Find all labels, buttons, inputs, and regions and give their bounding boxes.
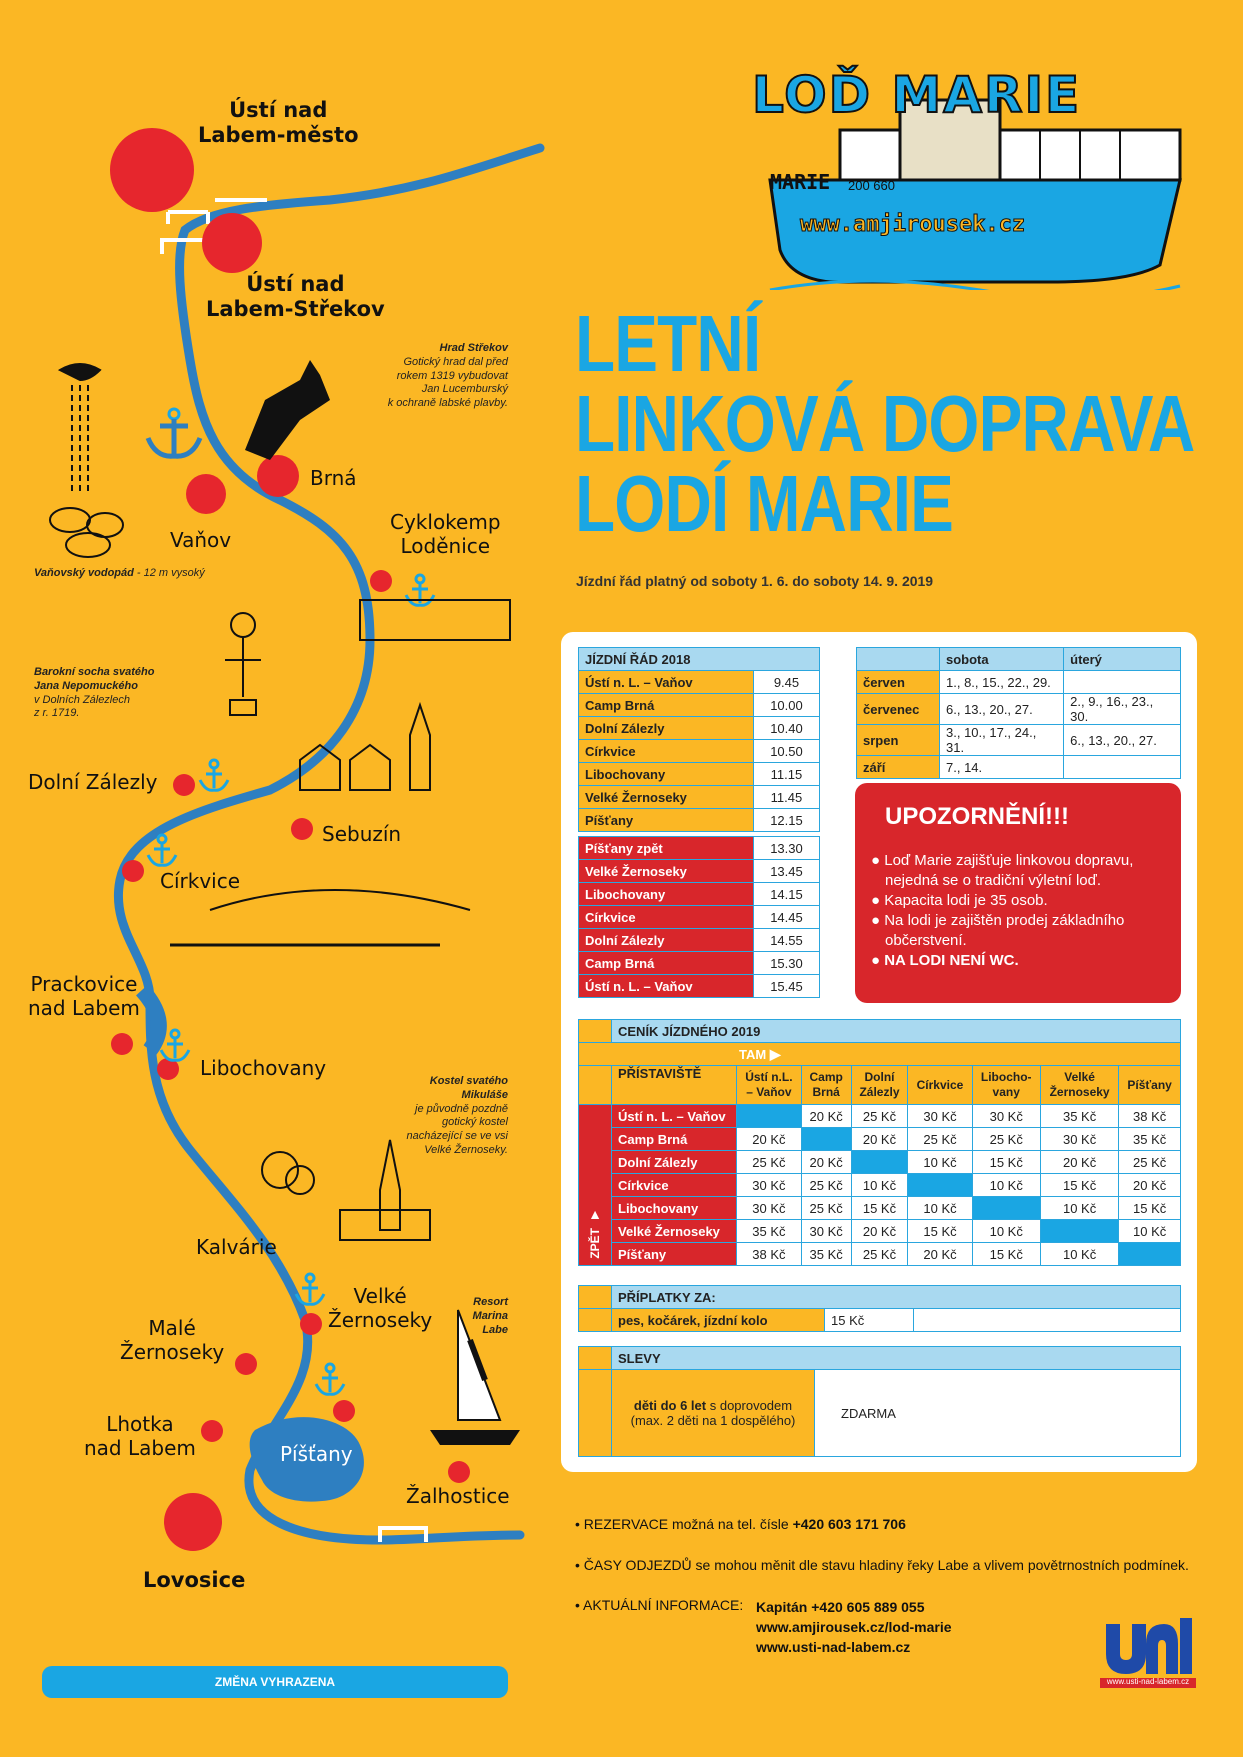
price-cell: 35 Kč <box>801 1243 851 1266</box>
timetable <box>578 647 820 998</box>
timetable-stop: Ústí n. L. – Vaňov <box>579 671 754 694</box>
logo-boat-text: MARIE <box>770 170 831 194</box>
price-row-stop: Ústí n. L. – Vaňov <box>612 1105 737 1128</box>
price-row <box>579 1105 1181 1128</box>
stop-sebuzin <box>291 818 313 840</box>
timetable-stop: Dolní Zálezly <box>579 929 754 952</box>
price-cell: 15 Kč <box>972 1243 1040 1266</box>
timetable-time: 9.45 <box>753 671 819 694</box>
timetable-time: 11.45 <box>753 786 819 809</box>
title-line-2: LINKOVÁ DOPRAVA <box>575 379 1195 468</box>
timetable-stop: Camp Brná <box>579 694 754 717</box>
timetable-stop: Libochovany <box>579 763 754 786</box>
footer-note: ZMĚNA VYHRAZENA <box>42 1666 508 1698</box>
castle-illustration <box>245 360 330 460</box>
stop-male-zernoseky <box>235 1353 257 1375</box>
label-dolni-zalezly: Dolní Zálezly <box>28 770 158 794</box>
label-cirkvice: Církvice <box>160 869 241 893</box>
timetable-stop: Velké Žernoseky <box>579 786 754 809</box>
arrow-up-icon: ▲ <box>588 1206 602 1223</box>
price-row <box>579 1220 1181 1243</box>
stop-zalhostice <box>448 1461 470 1483</box>
reservation-text <box>575 1516 906 1532</box>
info-captain: Kapitán +420 605 889 055 <box>756 1599 925 1615</box>
waterfall-illustration <box>50 364 123 557</box>
price-cell: 38 Kč <box>1119 1105 1181 1128</box>
price-cell: 30 Kč <box>801 1220 851 1243</box>
calendar-month: červenec <box>857 694 940 725</box>
discount-header: SLEVY <box>612 1347 1181 1370</box>
page-title <box>575 299 1195 548</box>
stop-cirkvice <box>122 860 144 882</box>
note-resort <box>460 1296 508 1337</box>
timetable-stop: Církvice <box>579 740 754 763</box>
price-cell: 20 Kč <box>1119 1174 1181 1197</box>
surcharge-price: 15 Kč <box>825 1309 914 1332</box>
reservation-phone: +420 603 171 706 <box>792 1516 906 1532</box>
discount-note: (max. 2 děti na 1 dospělého) <box>630 1413 796 1428</box>
calendar-row <box>857 694 1181 725</box>
price-row-stop: Církvice <box>612 1174 737 1197</box>
warning-item: ● Kapacita lodi je 35 osob. <box>871 892 1048 909</box>
calendar-col-tuesday: úterý <box>1064 648 1181 671</box>
timetable-time: 14.55 <box>753 929 819 952</box>
price-column-header: Církvice <box>908 1066 972 1105</box>
note-vodopad <box>34 567 205 581</box>
note-kostel-title: Kostel svatého Mikuláše <box>429 1075 508 1101</box>
stop-usti-strekov <box>202 213 262 273</box>
price-row <box>579 1243 1181 1266</box>
stop-lhotka <box>201 1420 223 1442</box>
timetable-time: 14.45 <box>753 906 819 929</box>
timetable-row <box>579 906 820 929</box>
surcharge-header: PŘÍPLATKY ZA: <box>612 1286 1181 1309</box>
timetable-row <box>579 671 820 694</box>
price-column-header: Píšťany <box>1119 1066 1181 1105</box>
price-cell: 15 Kč <box>908 1220 972 1243</box>
price-cell: 20 Kč <box>908 1243 972 1266</box>
calendar-tuesdays <box>1064 671 1181 694</box>
stop-cyklokemp <box>370 570 392 592</box>
timetable-row <box>579 717 820 740</box>
timetable-time: 10.00 <box>753 694 819 717</box>
note-socha <box>34 666 154 721</box>
timetable-time: 15.30 <box>753 952 819 975</box>
price-row-stop: Píšťany <box>612 1243 737 1266</box>
price-table <box>578 1019 1181 1266</box>
times-text: • ČASY ODJEZDŮ se mohou měnit dle stavu hladiny řeky Labe a vlivem povětrnostních podmínek. <box>575 1557 1189 1573</box>
timetable-stop: Ústí n. L. – Vaňov <box>579 975 754 998</box>
price-cell: 35 Kč <box>1040 1105 1118 1128</box>
discount-value: ZDARMA <box>815 1370 1181 1457</box>
price-row-stop: Camp Brná <box>612 1128 737 1151</box>
timetable-row <box>579 929 820 952</box>
price-cell: 20 Kč <box>1040 1151 1118 1174</box>
price-cell: 10 Kč <box>972 1174 1040 1197</box>
price-cell <box>801 1128 851 1151</box>
price-cell: 15 Kč <box>1119 1197 1181 1220</box>
warning-item: ● Na lodi je zajištěn prodej základního občerstvení. <box>871 912 1125 949</box>
label-sebuzin: Sebuzín <box>322 822 402 846</box>
info-links <box>756 1597 952 1657</box>
label-velke-zernoseky: Velké Žernoseky <box>328 1284 433 1332</box>
timetable-row <box>579 975 820 998</box>
timetable-header: JÍZDNÍ ŘÁD 2018 <box>579 648 820 671</box>
stop-velke-zernoseky <box>300 1313 322 1335</box>
timetable-row <box>579 694 820 717</box>
price-cell: 25 Kč <box>1119 1151 1181 1174</box>
logo-url: www.amjirousek.cz <box>800 212 1026 237</box>
price-column-header: Dolní Zálezly <box>851 1066 908 1105</box>
reservation-label: • REZERVACE možná na tel. čísle <box>575 1516 793 1532</box>
price-cell: 25 Kč <box>851 1243 908 1266</box>
label-lovosice: Lovosice <box>143 1568 246 1592</box>
calendar-saturdays: 3., 10., 17., 24., 31. <box>940 725 1064 756</box>
price-row-stop: Velké Žernoseky <box>612 1220 737 1243</box>
timetable-time: 15.45 <box>753 975 819 998</box>
timetable-stop: Libochovany <box>579 883 754 906</box>
title-line-3: LODÍ MARIE <box>575 459 954 548</box>
timetable-time: 13.45 <box>753 860 819 883</box>
label-male-zernoseky: Malé Žernoseky <box>120 1316 225 1364</box>
price-row-stop: Dolní Zálezly <box>612 1151 737 1174</box>
price-cell: 25 Kč <box>851 1105 908 1128</box>
warning-title: UPOZORNĚNÍ!!! <box>885 803 1069 830</box>
discount-table <box>578 1346 1181 1457</box>
note-strekov <box>380 342 508 411</box>
price-cell: 25 Kč <box>801 1174 851 1197</box>
timetable-row <box>579 809 820 832</box>
price-cell: 30 Kč <box>972 1105 1040 1128</box>
price-cell: 10 Kč <box>908 1151 972 1174</box>
calendar-month: srpen <box>857 725 940 756</box>
arrow-right-icon: ▶ <box>769 1045 781 1062</box>
logo-brand: LOĎ MARIE <box>752 66 1082 124</box>
stop-brna <box>257 455 299 497</box>
price-cell <box>1040 1220 1118 1243</box>
calendar-saturdays: 6., 13., 20., 27. <box>940 694 1064 725</box>
timetable-row <box>579 763 820 786</box>
calendar-tuesdays: 2., 9., 16., 23., 30. <box>1064 694 1181 725</box>
statue-illustration <box>225 613 261 715</box>
stop-lovosice <box>164 1493 222 1551</box>
price-header: CENÍK JÍZDNÉHO 2019 <box>612 1020 1181 1043</box>
price-cell <box>908 1174 972 1197</box>
calendar-tuesdays: 6., 13., 20., 27. <box>1064 725 1181 756</box>
title-line-1: LETNÍ <box>575 299 761 388</box>
note-kostel <box>396 1075 508 1158</box>
timetable-time: 10.40 <box>753 717 819 740</box>
price-cell: 30 Kč <box>1040 1128 1118 1151</box>
timetable-row <box>579 740 820 763</box>
discount-who-rest: s doprovodem <box>706 1398 793 1413</box>
price-cell: 10 Kč <box>908 1197 972 1220</box>
calendar-month: září <box>857 756 940 779</box>
price-cell <box>1119 1243 1181 1266</box>
price-row-stop: Libochovany <box>612 1197 737 1220</box>
stop-dolni-zalezly <box>173 774 195 796</box>
note-resort-title: Resort Marina Labe <box>472 1296 508 1336</box>
timetable-row <box>579 952 820 975</box>
warning-box <box>855 783 1181 1003</box>
warning-item: ● NA LODI NENÍ WC. <box>871 952 1019 969</box>
price-cell: 20 Kč <box>737 1128 802 1151</box>
warning-item: ● Loď Marie zajišťuje linkovou dopravu, nejedná se o tradiční výletní loď. <box>871 852 1134 889</box>
timetable-time: 12.15 <box>753 809 819 832</box>
price-cell: 15 Kč <box>1040 1174 1118 1197</box>
validity-text: Jízdní řád platný od soboty 1. 6. do soboty 14. 9. 2019 <box>576 573 934 589</box>
info-url-lod[interactable]: www.amjirousek.cz/lod-marie <box>756 1619 952 1635</box>
calendar-col-saturday: sobota <box>940 648 1064 671</box>
discount-who-bold: děti do 6 let <box>633 1398 707 1413</box>
price-cell: 25 Kč <box>908 1128 972 1151</box>
label-lhotka: Lhotka nad Labem <box>84 1412 196 1460</box>
note-vodopad-title: Vaňovský vodopád <box>34 567 134 579</box>
price-cell: 10 Kč <box>1119 1220 1181 1243</box>
label-brna: Brná <box>310 466 357 490</box>
price-cell: 25 Kč <box>801 1197 851 1220</box>
calendar-tuesdays <box>1064 756 1181 779</box>
price-cell: 30 Kč <box>737 1174 802 1197</box>
timetable-row <box>579 860 820 883</box>
price-cell: 30 Kč <box>737 1197 802 1220</box>
label-kalvarie: Kalvárie <box>196 1235 277 1259</box>
note-socha-title: Barokní socha svatého Jana Nepomuckého <box>34 666 155 692</box>
timetable-time: 10.50 <box>753 740 819 763</box>
calendar-saturdays: 1., 8., 15., 22., 29. <box>940 671 1064 694</box>
price-row <box>579 1197 1181 1220</box>
calendar-row <box>857 725 1181 756</box>
price-cell: 30 Kč <box>908 1105 972 1128</box>
calendar-month: červen <box>857 671 940 694</box>
tam-label: TAM <box>739 1046 767 1062</box>
calendar-row <box>857 756 1181 779</box>
price-cell: 38 Kč <box>737 1243 802 1266</box>
timetable-stop: Píšťany zpět <box>579 837 754 860</box>
price-cell: 20 Kč <box>801 1105 851 1128</box>
zpet-label: ZPĚT <box>588 1228 602 1259</box>
price-cell <box>972 1197 1040 1220</box>
logo-boat-number: 200 660 <box>848 178 895 193</box>
timetable-stop: Církvice <box>579 906 754 929</box>
price-cell: 35 Kč <box>737 1220 802 1243</box>
price-cell: 35 Kč <box>1119 1128 1181 1151</box>
stop-usti-mesto <box>110 128 194 212</box>
timetable-row <box>579 883 820 906</box>
note-strekov-text: Gotický hrad dal před rokem 1319 vybudovat Jan Lucemburský k ochraně labské plavby. <box>387 355 508 409</box>
calendar-row <box>857 671 1181 694</box>
stop-resort <box>333 1400 355 1422</box>
city-logo-url: www.usti-nad-labem.cz <box>1106 1677 1190 1686</box>
timetable-stop: Píšťany <box>579 809 754 832</box>
stop-prackovice <box>111 1033 133 1055</box>
stop-vanov <box>186 474 226 514</box>
timetable-row <box>579 786 820 809</box>
label-libochovany: Libochovany <box>200 1056 327 1080</box>
timetable-time: 13.30 <box>753 837 819 860</box>
price-cell: 10 Kč <box>1040 1197 1118 1220</box>
surcharge-table <box>578 1285 1181 1332</box>
price-cell: 20 Kč <box>801 1151 851 1174</box>
calendar-saturdays: 7., 14. <box>940 756 1064 779</box>
price-cell: 25 Kč <box>972 1128 1040 1151</box>
note-strekov-title: Hrad Střekov <box>439 342 508 354</box>
label-vanov: Vaňov <box>170 528 232 552</box>
timetable-stop: Dolní Zálezly <box>579 717 754 740</box>
timetable-stop: Camp Brná <box>579 952 754 975</box>
price-cell: 20 Kč <box>851 1128 908 1151</box>
price-col-label: PŘÍSTAVIŠTĚ <box>612 1066 737 1105</box>
price-cell: 10 Kč <box>1040 1243 1118 1266</box>
info-url-usti[interactable]: www.usti-nad-labem.cz <box>756 1639 911 1655</box>
price-cell: 20 Kč <box>851 1220 908 1243</box>
note-socha-text: v Dolních Zálezlech z r. 1719. <box>34 693 130 720</box>
timetable-stop: Velké Žernoseky <box>579 860 754 883</box>
price-cell: 15 Kč <box>972 1151 1040 1174</box>
calendar-table <box>856 647 1181 779</box>
label-pistany: Píšťany <box>280 1442 353 1466</box>
timetable-time: 11.15 <box>753 763 819 786</box>
price-cell: 10 Kč <box>851 1174 908 1197</box>
note-vodopad-text: - 12 m vysoký <box>133 567 205 579</box>
price-column-header: Libocho- vany <box>972 1066 1040 1105</box>
label-prackovice: Prackovice nad Labem <box>28 972 140 1020</box>
price-cell: 10 Kč <box>972 1220 1040 1243</box>
timetable-time: 14.15 <box>753 883 819 906</box>
label-zalhostice: Žalhostice <box>406 1484 510 1508</box>
price-column-header: Camp Brná <box>801 1066 851 1105</box>
note-kostel-text: je původně pozdně gotický kostel nacházející se ve vsi Velké Žernoseky. <box>406 1102 508 1156</box>
surcharge-item: pes, kočárek, jízdní kolo <box>612 1309 825 1332</box>
label-cyklokemp: Cyklokemp Loděnice <box>390 510 501 558</box>
timetable-row <box>579 837 820 860</box>
price-row <box>579 1174 1181 1197</box>
price-cell <box>851 1151 908 1174</box>
price-cell: 15 Kč <box>851 1197 908 1220</box>
price-column-header: Ústí n.L. – Vaňov <box>737 1066 802 1105</box>
price-row <box>579 1128 1181 1151</box>
label-usti-mesto: Ústí nad Labem-město <box>198 98 359 148</box>
price-cell <box>737 1105 802 1128</box>
info-label: • AKTUÁLNÍ INFORMACE: <box>575 1597 744 1613</box>
price-cell: 25 Kč <box>737 1151 802 1174</box>
price-column-header: Velké Žernoseky <box>1040 1066 1118 1105</box>
label-usti-strekov: Ústí nad Labem-Střekov <box>206 272 385 322</box>
price-row <box>579 1151 1181 1174</box>
